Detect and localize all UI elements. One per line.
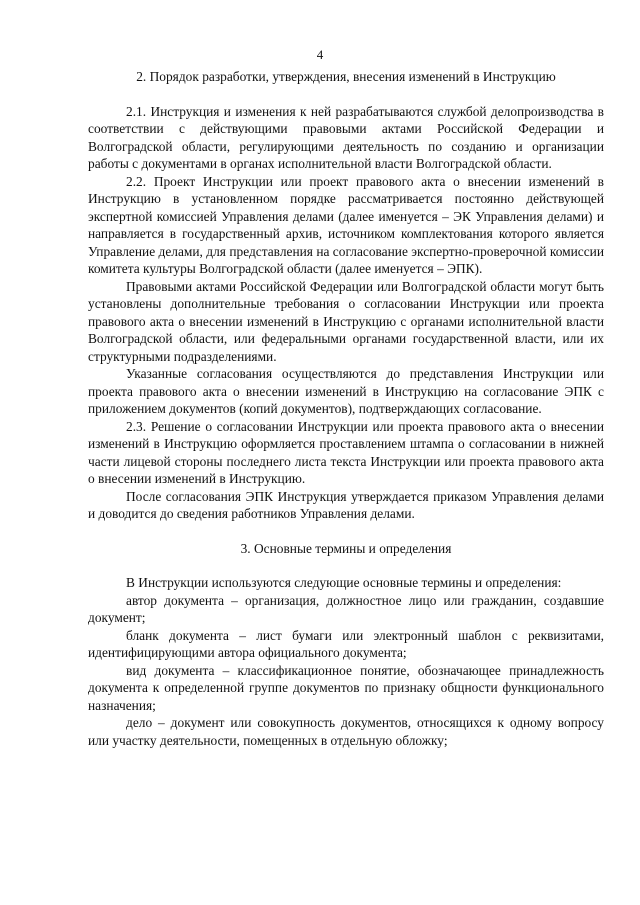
document-body [88, 68, 604, 749]
term-document-form: бланк документа – лист бумаги или электронный шаблон с реквизитами, идентифицирующими автора официального документа; [88, 627, 604, 660]
paragraph-after-approval: После согласования ЭПК Инструкция утверждается приказом Управления делами и доводится до сведения работников Управления делами. [88, 488, 604, 521]
paragraph-terms-intro: В Инструкции используются следующие основные термины и определения: [126, 575, 562, 590]
term-file: дело – документ или совокупность документов, относящихся к одному вопросу или участку деятельности, помещенных в отдельную обложку; [88, 715, 604, 748]
term-document-author: автор документа – организация, должностное лицо или гражданин, создавшие документ; [88, 592, 604, 625]
paragraph-2-1: 2.1. Инструкция и изменения к ней разрабатываются службой делопроизводства в соответствии с действующими правовыми актами Российской Федерации и Волгоградской области, регулирующими деятельность по созданию и организации работы с документами в органах исполнительной власти Волгоградской области. [88, 103, 604, 171]
paragraph-2-3: 2.3. Решение о согласовании Инструкции или проекта правового акта о внесении изменений в Инструкцию оформляется проставлением штампа о согласовании в нижней части лицевой стороны последнего листа текста Инструкции или проекта правового акта о внесении изменений в Инструкцию. [88, 418, 604, 486]
paragraph-approvals: Указанные согласования осуществляются до представления Инструкции или проекта правового акта о внесении изменений в Инструкцию на согласование ЭПК с приложением документов (копий документов), подтверждающих согласование. [88, 366, 604, 416]
section-2-heading: 2. Порядок разработки, утверждения, внесения изменений в Инструкцию [136, 69, 556, 84]
section-3-heading: 3. Основные термины и определения [240, 540, 452, 556]
paragraph-2-2: 2.2. Проект Инструкции или проект правового акта о внесении изменений в Инструкцию в установленном порядке рассматривается постоянно действующей экспертной комиссией Управления делами (далее именуется – ЭК Управления делами) и направляется в государственный архив, источником комплектования которого является Управление делами, для представления на согласование экспертно-проверочной комиссии комитета культуры Волгоградской области (далее именуется – ЭПК). [88, 173, 604, 276]
term-document-type: вид документа – классификационное понятие, обозначающее принадлежность документа к определенной группе документов по признаку общности функционального назначения; [88, 662, 604, 713]
paragraph-legal-requirements: Правовыми актами Российской Федерации или Волгоградской области могут быть установлены дополнительные требования о согласовании Инструкции или проекта правового акта о внесении изменений в Инструкцию с органами исполнительной власти Волгоградской области, или федеральными органами государственной власти, или их структурными подразделениями. [88, 278, 604, 364]
page-number: 4 [316, 47, 324, 62]
